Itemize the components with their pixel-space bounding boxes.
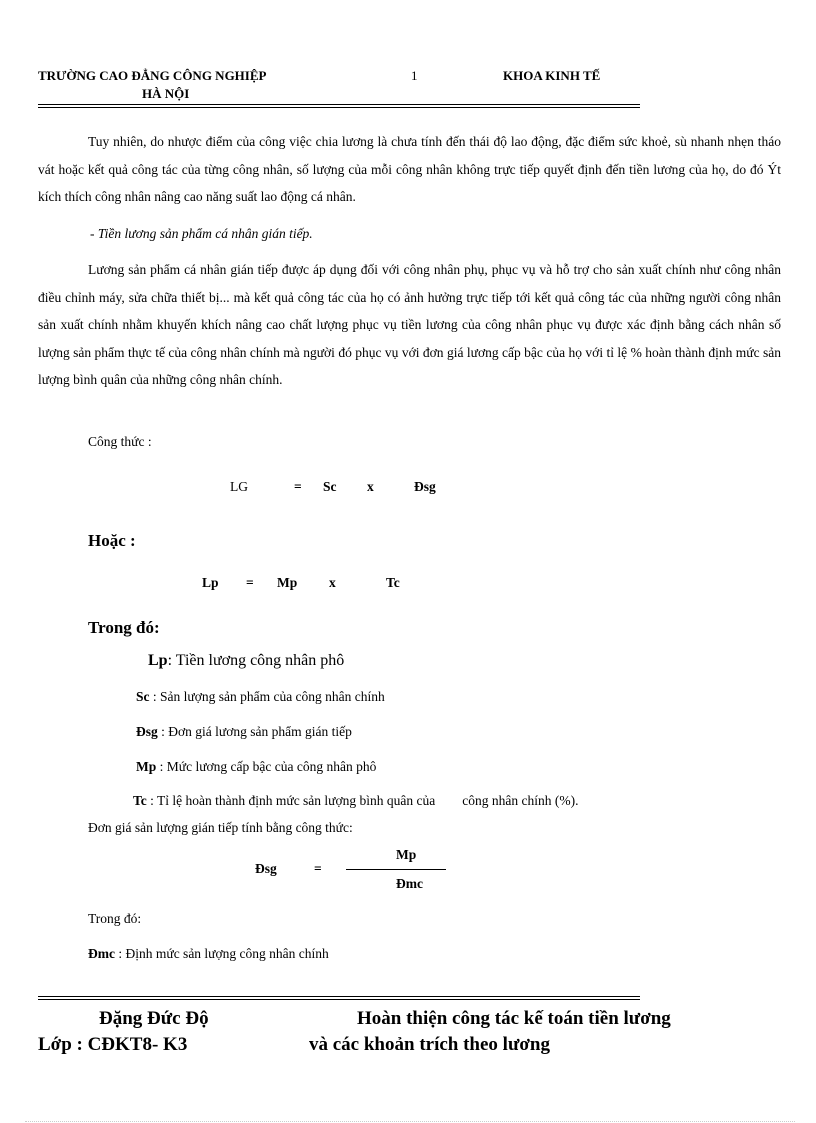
definition-text: : Định mức sản lượng công nhân chính [115, 946, 329, 961]
fraction-bar [346, 869, 446, 870]
definition-symbol: Sc [136, 689, 150, 704]
school-name-line1: TRƯỜNG CAO ĐẲNG CÔNG NGHIỆP [38, 68, 267, 83]
formula-3-numerator: Mp [396, 847, 417, 862]
definition-dmc [88, 946, 329, 962]
paragraph-1: Tuy nhiên, do nhược điểm của công việc chia lương là chưa tính đến thái độ lao động, đặc điểm sức khoẻ, sù nhanh nhẹn tháo vát hoặc kết quả công tác của từng công nhân, số lượng của mỗi công nhân không trực tiếp quyết định đến tiền lương của họ, do đó Ýt kích thích công nhân nâng cao năng suất lao động cá nhân. [38, 134, 781, 205]
definition-lp [148, 652, 344, 670]
definition-text: : Mức lương cấp bậc của công nhân phô [156, 759, 377, 774]
formula-2-op: x [329, 575, 336, 590]
definition-symbol: Đmc [88, 946, 115, 961]
formula-2-mp: Mp [277, 575, 298, 590]
definition-text: : Sản lượng sản phẩm của công nhân chính [149, 689, 385, 704]
thesis-title-line2: và các khoản trích theo lương [309, 1034, 550, 1055]
definition-text: : Tiền lương công nhân phô [167, 652, 345, 669]
author-name: Đặng Đức Độ [99, 1008, 209, 1029]
formula-label: Công thức : [88, 434, 152, 449]
unit-price-label: Đơn giá sản lượng gián tiếp tính bằng công thức: [88, 820, 353, 835]
definition-text: : Đơn giá lương sản phẩm gián tiếp [157, 724, 352, 739]
footer-rule-bottom [38, 999, 640, 1000]
definition-mp [136, 759, 376, 775]
page-bottom-dotted-line [25, 1121, 795, 1122]
formula-1-lhs: LG [230, 479, 248, 494]
definition-sc [136, 689, 385, 705]
header-rule-bottom [38, 107, 640, 108]
class-name: Lớp : CĐKT8- K3 [38, 1034, 188, 1055]
formula-1-sc: Sc [323, 479, 337, 494]
formula-2-eq: = [246, 575, 254, 590]
formula-1-dsg: Đsg [414, 479, 436, 494]
formula-1-eq: = [294, 479, 302, 494]
formula-3-lhs: Đsg [255, 861, 277, 876]
definition-dsg [136, 724, 352, 740]
paragraph-2: Lương sản phẩm cá nhân gián tiếp được áp dụng đối với công nhân phụ, phục vụ và hỗ trợ cho sản xuất chính như công nhân điều chỉnh máy, sửa chữa thiết bị... mà kết quả công tác của họ có ảnh hưởng trực tiếp tới kết quả công tác của những người công nhân sản xuất chính nhằm khuyến khích nâng cao chất lượng phục vụ tiền lương của công nhân phục vụ được xác định bằng cách nhân số lượng sản phẩm thực tế của công nhân chính mà người đó phục vụ với đơn giá lương cấp bậc của họ với tỉ lệ % hoàn thành định mức sản lượng bình quân của những công nhân chính. [38, 262, 781, 388]
definition-tc [133, 793, 578, 809]
formula-3-eq: = [314, 861, 322, 876]
definition-text: : Tỉ lệ hoàn thành định mức sản lượng bình quân của công nhân chính (%). [146, 793, 579, 808]
formula-2-lhs: Lp [202, 575, 219, 590]
footer-rule-top [38, 996, 640, 997]
school-name-line2: HÀ NỘI [142, 86, 190, 101]
definition-symbol: Tc [133, 793, 147, 808]
subheading-indirect-wage: - Tiền lương sản phẩm cá nhân gián tiếp. [90, 226, 313, 241]
thesis-title-line1: Hoàn thiện công tác kế toán tiền lương [357, 1008, 671, 1029]
where-label-2: Trong đó: [88, 911, 142, 926]
definition-symbol: Mp [136, 759, 157, 774]
formula-3-denominator: Đmc [396, 876, 423, 891]
formula-1-op: x [367, 479, 374, 494]
definition-symbol: Lp [148, 652, 168, 669]
or-label: Hoặc : [88, 531, 136, 550]
where-label: Trong đó: [88, 618, 160, 637]
page-number: 1 [411, 68, 418, 83]
header-rule-top [38, 104, 640, 105]
formula-2-tc: Tc [386, 575, 400, 590]
definition-symbol: Đsg [136, 724, 158, 739]
department-name: KHOA KINH TẾ [503, 68, 601, 83]
